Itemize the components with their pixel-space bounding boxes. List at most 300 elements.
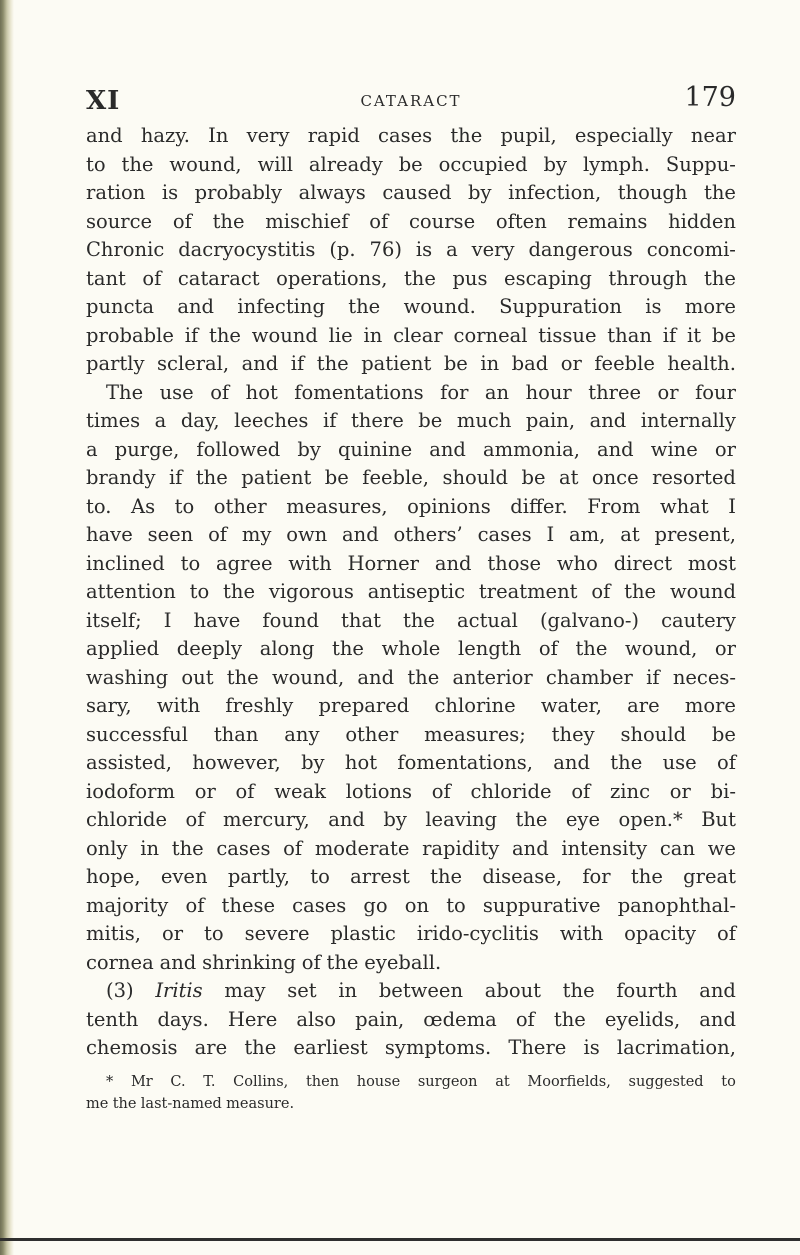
word: partly, (227, 865, 290, 888)
word: my (241, 523, 272, 546)
word: on (404, 893, 430, 917)
word: the (704, 266, 736, 290)
word: cases (477, 523, 532, 546)
word: if (646, 665, 660, 689)
word: if (290, 352, 305, 375)
word: even (160, 865, 208, 888)
word: and (328, 808, 365, 831)
word: be (711, 722, 736, 746)
word: to (86, 152, 106, 176)
word: Horner (347, 551, 420, 575)
word: about (484, 979, 541, 1002)
word: of (538, 637, 558, 660)
word: In (208, 124, 229, 147)
word: the (403, 266, 436, 290)
word: followed (196, 437, 281, 461)
word: than (607, 323, 652, 347)
word: pain, (355, 1007, 405, 1031)
word: those (487, 551, 542, 575)
word: From (587, 494, 641, 518)
word: for (582, 865, 611, 888)
word: eyeball. (364, 950, 442, 974)
word: already (308, 152, 383, 176)
word: at (495, 1073, 510, 1090)
word: and (357, 665, 395, 689)
word: will (257, 152, 293, 176)
word: I (728, 494, 736, 518)
word: especially (574, 124, 673, 147)
word: near (690, 124, 736, 147)
word: Iritis (155, 979, 203, 1002)
word: As (130, 494, 156, 518)
word: a (154, 409, 167, 432)
word: along (259, 637, 315, 660)
word: mischief (265, 209, 349, 233)
word: wound, (271, 665, 345, 689)
word: of (591, 580, 611, 603)
word: of (717, 751, 736, 774)
text-line (86, 521, 736, 550)
word: zinc (610, 779, 651, 803)
word: the (331, 637, 364, 660)
text-line (86, 692, 736, 721)
word: the (553, 1007, 586, 1031)
word: or (714, 437, 736, 461)
word: earliest (293, 1036, 368, 1059)
word: direct (613, 551, 673, 575)
footnote-line (86, 1071, 736, 1093)
word: out (181, 665, 214, 689)
word: can (659, 836, 695, 860)
word: times (86, 409, 141, 432)
word: by (297, 437, 321, 461)
word: to (446, 893, 466, 917)
text-line (86, 635, 736, 664)
word: of (283, 836, 303, 860)
word: any (284, 722, 320, 746)
word: for (440, 380, 469, 404)
word: quinine (337, 437, 413, 461)
word: * (106, 1073, 114, 1090)
word: eye (565, 808, 600, 831)
word: rapid (307, 124, 360, 147)
word: hot (245, 380, 278, 404)
word: three (588, 380, 642, 404)
word: Suppuration (499, 295, 622, 318)
word: wine (650, 437, 698, 461)
word: of (185, 808, 205, 831)
word: patient (361, 352, 432, 375)
word: operations, (276, 266, 388, 290)
word: the (223, 580, 255, 603)
word: and (699, 1007, 736, 1031)
page-number: 179 (684, 82, 736, 113)
word: sary, (86, 694, 132, 717)
running-head (86, 80, 736, 122)
text-line (86, 293, 736, 322)
word: the (630, 865, 663, 888)
word: iodoform (86, 779, 175, 803)
word: 76) (369, 238, 402, 261)
word: infecting (237, 295, 325, 318)
text-line (86, 863, 736, 892)
word: Here (227, 1007, 278, 1031)
word: go (363, 893, 388, 917)
word: measures, (286, 494, 388, 518)
word: be (324, 466, 349, 489)
word: (3) (106, 979, 134, 1002)
word: is (583, 1036, 600, 1059)
word: by (301, 751, 325, 774)
text-line (86, 1034, 736, 1063)
word: if (322, 409, 337, 432)
word: if (168, 466, 183, 489)
word: with (288, 551, 332, 575)
word: health. (667, 352, 736, 375)
word: in (363, 323, 383, 347)
footnote (86, 1071, 736, 1115)
word: the (407, 665, 440, 689)
text-line (86, 578, 736, 607)
word: cornea (86, 950, 154, 974)
word: or (714, 637, 736, 660)
word: should (620, 722, 687, 746)
word: who (556, 551, 598, 575)
word: whole (381, 637, 441, 660)
word: found (262, 608, 319, 632)
word: be (521, 466, 546, 489)
word: have (86, 523, 133, 546)
text-line (86, 920, 736, 949)
word: patient (241, 466, 312, 489)
word: is (645, 295, 662, 318)
word: plastic (330, 922, 396, 945)
word: the (624, 580, 657, 603)
word: a (446, 238, 458, 261)
word: or (669, 779, 691, 803)
word: fomentations, (397, 751, 533, 774)
word: am, (569, 523, 606, 546)
word: great (683, 865, 736, 888)
text-line (86, 464, 736, 493)
word: the (562, 979, 595, 1002)
word: of (571, 779, 591, 803)
word: panophthal- (617, 893, 736, 917)
word: prepared (318, 694, 410, 717)
word: probably (194, 181, 283, 204)
word: œdema (423, 1007, 497, 1031)
word: pain, (525, 409, 576, 432)
word: by (543, 152, 567, 176)
word: The (106, 380, 144, 404)
word: ammonia, (482, 437, 580, 461)
word: escaping (504, 266, 592, 290)
word: the (348, 295, 381, 318)
word: antiseptic (367, 580, 466, 603)
word: fourth (616, 979, 678, 1002)
word: of (301, 950, 321, 974)
word: occupied (438, 152, 528, 176)
word: these (221, 893, 276, 917)
text-line (86, 607, 736, 636)
word: deeply (176, 637, 243, 660)
word: or (161, 922, 184, 945)
word: and (177, 295, 214, 318)
word: hot (344, 751, 378, 774)
word: hope, (86, 865, 141, 888)
word: source (86, 209, 153, 233)
word: feeble, (362, 466, 430, 489)
word: the (316, 352, 349, 375)
word: infection, (508, 181, 602, 204)
text-line (86, 550, 736, 579)
word: the (403, 608, 435, 632)
word: be (398, 152, 423, 176)
word: always (298, 181, 366, 204)
word: house (356, 1073, 401, 1090)
word: arrest (350, 865, 410, 888)
word: ration (86, 181, 146, 204)
word: of (716, 922, 736, 945)
word: once (591, 466, 639, 489)
word: washing (86, 665, 169, 689)
word: rapidity (422, 836, 500, 860)
word: cataract (177, 266, 260, 290)
word: at (620, 523, 640, 546)
text-line (86, 179, 736, 208)
word: anterior (452, 665, 533, 689)
word: use (159, 380, 194, 404)
word: actual (457, 608, 518, 632)
word: water, (540, 694, 602, 717)
word: dacryocystitis (178, 238, 316, 261)
book-binding-edge (0, 0, 14, 1255)
word: suggested (628, 1073, 704, 1090)
word: (galvano-) (539, 608, 640, 632)
word: and (553, 751, 590, 774)
word: or (194, 779, 216, 803)
word: an (484, 380, 510, 404)
word: that (341, 608, 381, 632)
word: fomentations (294, 380, 424, 404)
word: to (180, 551, 201, 575)
word: with (559, 922, 604, 945)
word: it (686, 323, 702, 347)
text-line (86, 835, 736, 864)
word: bi- (710, 779, 736, 803)
word: assisted, (86, 751, 172, 774)
body-text (86, 122, 736, 1063)
word: of (431, 779, 451, 803)
word: and (512, 836, 549, 860)
word: and (159, 950, 197, 974)
word: and (589, 409, 627, 432)
word: very (246, 124, 290, 147)
text-line (86, 1006, 736, 1035)
word: there (350, 409, 404, 432)
word: neces- (672, 665, 736, 689)
word: and (699, 979, 736, 1002)
word: the (195, 466, 228, 489)
text-line (86, 436, 736, 465)
chapter-number: XI (86, 86, 121, 116)
word: resorted (652, 466, 736, 489)
word: most (687, 551, 736, 575)
word: I (163, 608, 172, 632)
word: we (707, 836, 736, 860)
word: and (429, 437, 466, 461)
word: opinions (407, 494, 491, 518)
word: between (378, 979, 464, 1002)
word: suppurative (482, 893, 601, 917)
word: dangerous (528, 238, 633, 261)
word: wound, (169, 152, 242, 176)
word: of (515, 1007, 535, 1031)
word: be (443, 352, 468, 375)
word: a (86, 437, 98, 461)
word: Suppu- (665, 152, 736, 176)
word: seen (147, 523, 194, 546)
text-line (86, 778, 736, 807)
word: last-named (140, 1095, 222, 1112)
word: the (112, 1095, 137, 1112)
bottom-rule (0, 1238, 800, 1241)
word: of (142, 266, 162, 290)
word: the (430, 865, 463, 888)
word: of (210, 380, 230, 404)
word: internally (640, 409, 736, 432)
text-line (86, 208, 736, 237)
text-line (86, 949, 736, 978)
word: more (684, 694, 736, 717)
word: the (171, 836, 204, 860)
word: puncta (86, 295, 154, 318)
word: at (558, 466, 579, 489)
word: scleral, (157, 352, 230, 375)
word: the (326, 950, 359, 974)
word: lacrimation, (616, 1036, 736, 1059)
text-line (86, 322, 736, 351)
word: moderate (314, 836, 410, 860)
text-line (86, 407, 736, 436)
word: the (515, 808, 548, 831)
word: other (213, 494, 267, 518)
word: leaving (425, 808, 498, 831)
word: to (189, 580, 210, 603)
word: measures; (424, 722, 526, 746)
word: with (156, 694, 201, 717)
word: surgeon (417, 1073, 478, 1090)
word: and (241, 352, 279, 375)
word: applied (86, 637, 160, 660)
running-title: CATARACT (360, 92, 462, 110)
word: bad (511, 352, 549, 375)
word: they (551, 722, 595, 746)
word: other (345, 722, 399, 746)
word: I (546, 523, 555, 546)
word: are (627, 694, 660, 717)
word: successful (86, 722, 188, 746)
word: agree (216, 551, 273, 575)
word: irido-cyclitis (416, 922, 539, 945)
word: freshly (225, 694, 294, 717)
word: mercury, (222, 808, 310, 831)
word: by (468, 181, 492, 204)
word: cases (292, 893, 347, 917)
word: through (608, 266, 688, 290)
word: chloride (86, 808, 168, 831)
word: in (480, 352, 500, 375)
word: tant (86, 266, 126, 290)
word: the (575, 637, 608, 660)
word: cases (216, 836, 271, 860)
text-line (86, 892, 736, 921)
word: Moorfields, (527, 1073, 611, 1090)
word: me (86, 1095, 109, 1112)
word: is (415, 238, 433, 261)
word: There (508, 1036, 567, 1059)
word: length (457, 637, 522, 660)
word: wound. (403, 295, 476, 318)
text-line (86, 493, 736, 522)
word: to (174, 494, 195, 518)
word: of (172, 209, 192, 233)
word: Collins, (233, 1073, 289, 1090)
word: (p. (329, 238, 356, 261)
word: weak (274, 779, 326, 803)
word: wound, (625, 637, 698, 660)
text-line (86, 977, 736, 1006)
word: than (213, 722, 259, 746)
word: chloride (470, 779, 552, 803)
word: the (610, 751, 643, 774)
word: But (701, 808, 736, 831)
word: of (235, 779, 255, 803)
word: lotions (345, 779, 413, 803)
word: much (456, 409, 512, 432)
word: set (287, 979, 317, 1002)
word: eyelids, (604, 1007, 681, 1031)
word: the (212, 209, 245, 233)
word: chemosis (86, 1036, 178, 1059)
word: pus (452, 266, 488, 290)
word: to. (86, 494, 112, 518)
word: purge, (114, 437, 180, 461)
text-line (86, 749, 736, 778)
word: Chronic (86, 238, 165, 261)
word: the (244, 1036, 277, 1059)
word: very (471, 238, 515, 261)
word: however, (192, 751, 281, 774)
word: remains (567, 209, 648, 233)
word: opacity (624, 922, 696, 945)
word: own (286, 523, 328, 546)
word: if (184, 323, 199, 347)
word: differ. (510, 494, 568, 518)
word: or (657, 380, 679, 404)
word: of (369, 209, 389, 233)
text-line (86, 151, 736, 180)
word: others’ (393, 523, 463, 546)
word: disease, (482, 865, 563, 888)
word: have (193, 608, 241, 632)
word: vigorous (268, 580, 354, 603)
word: mitis, (86, 922, 142, 945)
word: shrinking (202, 950, 296, 974)
word: tissue (538, 323, 597, 347)
word: brandy (86, 466, 156, 489)
word: present, (654, 523, 736, 546)
